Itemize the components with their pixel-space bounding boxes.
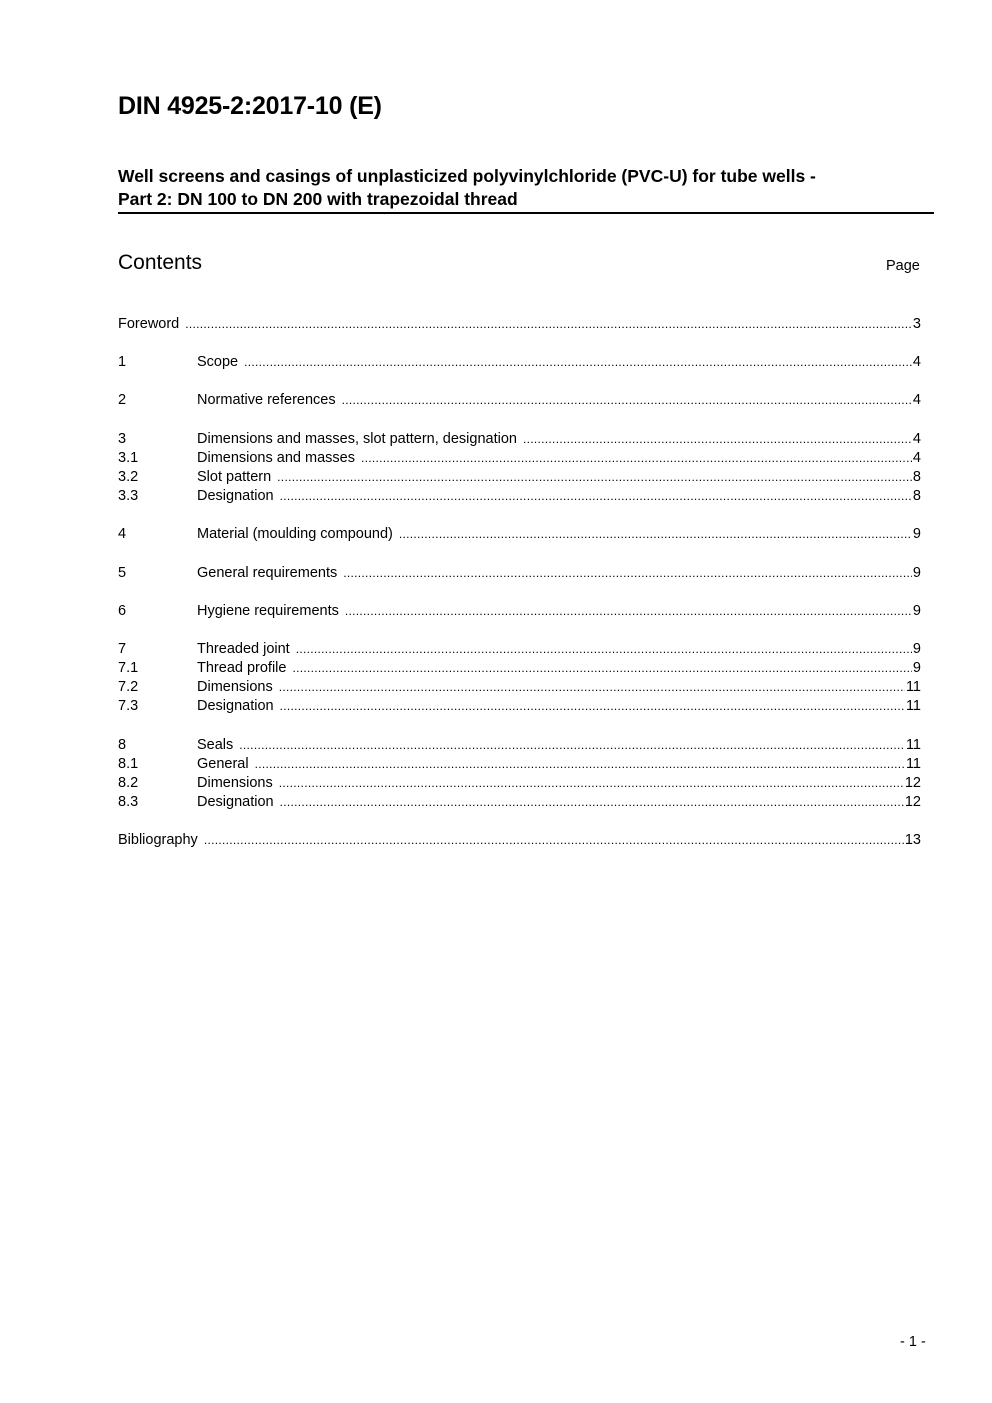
toc-leader-dots (244, 355, 912, 369)
toc-entry-title: Normative references (197, 392, 336, 409)
toc-entry-number: 7.1 (118, 660, 139, 677)
contents-heading: Contents (118, 251, 203, 274)
toc-entry-title: Dimensions and masses (197, 449, 355, 466)
toc-entry-seals[interactable] (118, 737, 921, 756)
toc-entry-title: General (197, 755, 249, 772)
toc-leader-dots (343, 566, 912, 580)
toc-entry-normative-references[interactable] (118, 392, 921, 411)
toc-entry-number: 3 (118, 430, 127, 447)
toc-leader-dots (342, 393, 912, 407)
toc-entry-dimensions-masses-slot-pattern-designation[interactable] (118, 431, 921, 450)
toc-leader-dots (279, 680, 905, 694)
toc-entry-title: Designation (197, 488, 274, 505)
toc-entry-title: Dimensions and masses, slot pattern, designation (197, 430, 517, 447)
toc-entry-title: Seals (197, 736, 234, 753)
toc-leader-dots (279, 776, 904, 790)
toc-leader-dots (280, 795, 904, 809)
toc-entry-hygiene-requirements[interactable] (118, 603, 921, 622)
toc-entry-dimensions-and-masses[interactable] (118, 450, 921, 469)
toc-entry-page: 11 (905, 755, 921, 772)
toc-entry-page: 11 (905, 679, 921, 696)
toc-entry-title: General requirements (197, 564, 338, 581)
toc-entry-number: 7.2 (118, 679, 139, 696)
toc-entry-number: 7.3 (118, 698, 139, 715)
toc-entry-designation-7-3[interactable] (118, 698, 921, 717)
toc-entry-designation-8-3[interactable] (118, 794, 921, 813)
toc-entry-number: 7 (118, 640, 127, 657)
toc-entry-scope[interactable] (118, 354, 921, 373)
toc-entry-title: Bibliography (118, 832, 198, 849)
page-number: - 1 - (900, 1334, 926, 1350)
toc-leader-dots (361, 451, 912, 465)
toc-entry-general[interactable] (118, 756, 921, 775)
toc-entry-title: Thread profile (197, 660, 287, 677)
toc-leader-dots (239, 738, 905, 752)
page-column-label: Page (886, 258, 920, 274)
toc-entry-dimensions-7-2[interactable] (118, 679, 921, 698)
toc-leader-dots (185, 317, 912, 331)
toc-entry-number: 3.3 (118, 488, 139, 505)
toc-entry-page: 11 (905, 698, 921, 715)
toc-entry-dimensions-8-2[interactable] (118, 775, 921, 794)
toc-leader-dots (296, 642, 912, 656)
toc-entry-page: 4 (912, 430, 921, 447)
toc-leader-dots (255, 757, 905, 771)
toc-entry-page: 11 (905, 736, 921, 753)
document-id: DIN 4925-2:2017-10 (E) (118, 92, 382, 120)
toc-entry-title: Hygiene requirements (197, 602, 339, 619)
toc-entry-number: 1 (118, 354, 127, 371)
toc-entry-page: 9 (912, 564, 921, 581)
toc-entry-title: Material (moulding compound) (197, 526, 393, 543)
toc-entry-page: 12 (904, 775, 921, 791)
toc-entry-page: 9 (912, 526, 921, 543)
toc-entry-foreword[interactable] (118, 316, 921, 335)
table-of-contents (118, 316, 921, 852)
document-title-line-2: Part 2: DN 100 to DN 200 with trapezoidal thread (118, 189, 518, 209)
toc-entry-number: 8.2 (118, 775, 139, 791)
toc-entry-title: Foreword (118, 316, 180, 332)
toc-entry-number: 3.1 (118, 449, 139, 466)
toc-entry-title: Designation (197, 794, 274, 811)
toc-entry-page: 9 (912, 602, 921, 619)
toc-entry-title: Threaded joint (197, 640, 290, 657)
toc-leader-dots (277, 470, 912, 484)
toc-entry-page: 12 (904, 794, 921, 811)
toc-leader-dots (345, 604, 912, 618)
toc-entry-number: 3.2 (118, 468, 139, 485)
toc-entry-page: 8 (912, 488, 921, 505)
document-title (118, 165, 934, 214)
toc-leader-dots (399, 527, 912, 541)
toc-entry-title: Dimensions (197, 775, 273, 791)
toc-entry-number: 4 (118, 526, 127, 543)
toc-entry-page: 8 (912, 468, 921, 485)
toc-leader-dots (280, 699, 905, 713)
toc-entry-page: 9 (912, 660, 921, 677)
toc-entry-thread-profile[interactable] (118, 660, 921, 679)
toc-entry-title: Scope (197, 354, 239, 371)
toc-entry-page: 13 (904, 832, 921, 849)
toc-entry-title: Designation (197, 698, 274, 715)
toc-leader-dots (204, 833, 904, 847)
toc-entry-slot-pattern[interactable] (118, 469, 921, 488)
toc-entry-number: 6 (118, 602, 127, 619)
toc-entry-page: 4 (912, 449, 921, 466)
document-title-line-1: Well screens and casings of unplasticized polyvinylchloride (PVC-U) for tube wells - (118, 166, 816, 186)
toc-entry-page: 4 (912, 392, 921, 409)
toc-entry-number: 5 (118, 564, 127, 581)
toc-entry-title: Dimensions (197, 679, 273, 696)
toc-entry-designation-3-3[interactable] (118, 488, 921, 507)
toc-entry-page: 4 (912, 354, 921, 371)
toc-entry-number: 8.1 (118, 755, 139, 772)
toc-entry-threaded-joint[interactable] (118, 641, 921, 660)
toc-leader-dots (280, 489, 912, 503)
toc-entry-number: 8.3 (118, 794, 139, 811)
toc-entry-number: 2 (118, 392, 127, 409)
toc-entry-general-requirements[interactable] (118, 565, 921, 584)
toc-entry-material[interactable] (118, 526, 921, 545)
toc-entry-page: 3 (912, 316, 921, 332)
toc-entry-bibliography[interactable] (118, 832, 921, 851)
toc-entry-title: Slot pattern (197, 468, 272, 485)
toc-entry-number: 8 (118, 736, 127, 753)
toc-entry-page: 9 (912, 640, 921, 657)
toc-leader-dots (523, 432, 912, 446)
toc-leader-dots (292, 661, 911, 675)
